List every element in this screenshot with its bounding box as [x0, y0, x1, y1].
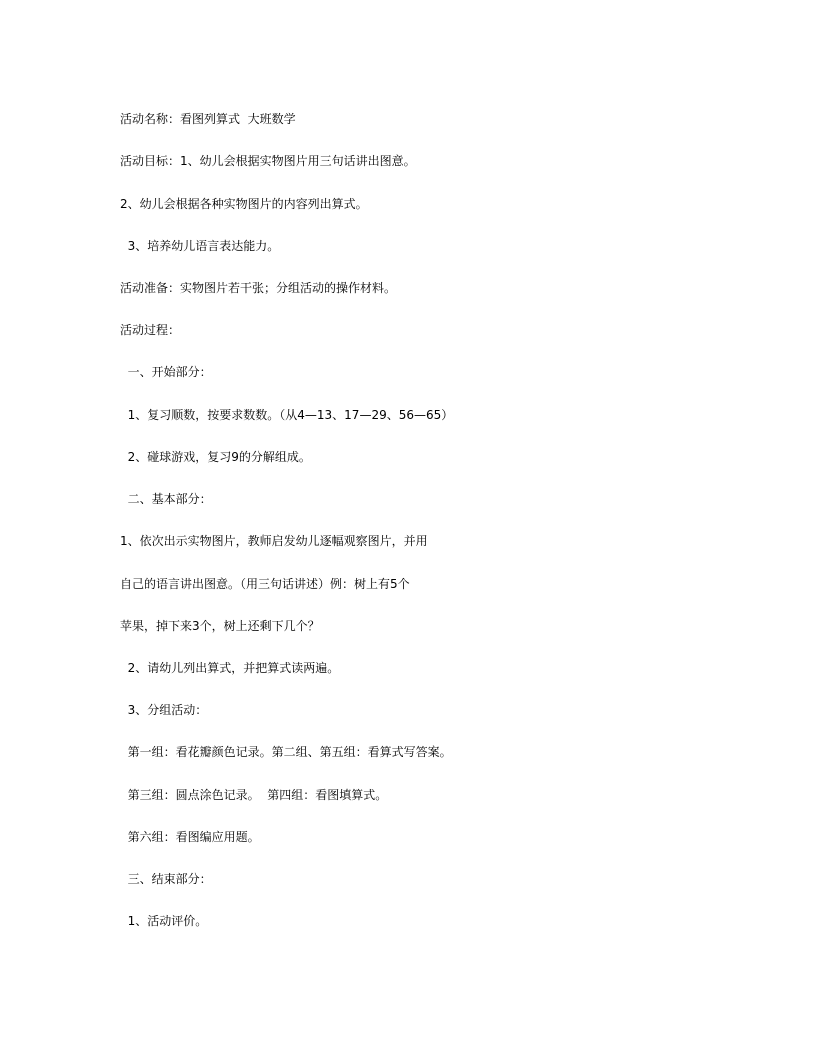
group-line-1: 第一组：看花瓣颜色记录。第二组、第五组：看算式写答案。	[120, 745, 452, 759]
basic-step-2: 2、请幼儿列出算式，并把算式读两遍。	[120, 661, 340, 675]
group-line-2: 第三组：圆点涂色记录。 第四组：看图填算式。	[120, 788, 388, 802]
basic-step-1-line-1: 1、依次出示实物图片，教师启发幼儿逐幅观察图片，并用	[120, 534, 428, 548]
start-step-1: 1、复习顺数，按要求数数。（从4—13、17—29、56—65）	[120, 408, 454, 422]
activity-process-heading: 活动过程：	[120, 323, 181, 337]
start-step-2: 2、碰球游戏，复习9的分解组成。	[120, 450, 311, 464]
basic-step-1-line-3: 苹果，掉下来3个，树上还剩下几个？	[120, 619, 320, 633]
activity-preparation: 活动准备：实物图片若干张；分组活动的操作材料。	[120, 281, 397, 295]
activity-goal-3: 3、培养幼儿语言表达能力。	[120, 239, 280, 253]
basic-step-1-line-2: 自己的语言讲出图意。（用三句话讲述）例：树上有5个	[120, 577, 410, 591]
group-line-3: 第六组：看图编应用题。	[120, 830, 260, 844]
section-basic-heading: 二、基本部分：	[120, 492, 212, 506]
section-start-heading: 一、开始部分：	[120, 365, 212, 379]
activity-goal-2: 2、幼儿会根据各种实物图片的内容列出算式。	[120, 197, 368, 211]
activity-goal-1: 活动目标：1、幼儿会根据实物图片用三句话讲出图意。	[120, 154, 416, 168]
section-end-heading: 三、结束部分：	[120, 872, 212, 886]
activity-name: 活动名称：看图列算式 大班数学	[120, 112, 296, 126]
end-step-1: 1、活动评价。	[120, 914, 208, 928]
basic-step-3: 3、分组活动：	[120, 703, 208, 717]
